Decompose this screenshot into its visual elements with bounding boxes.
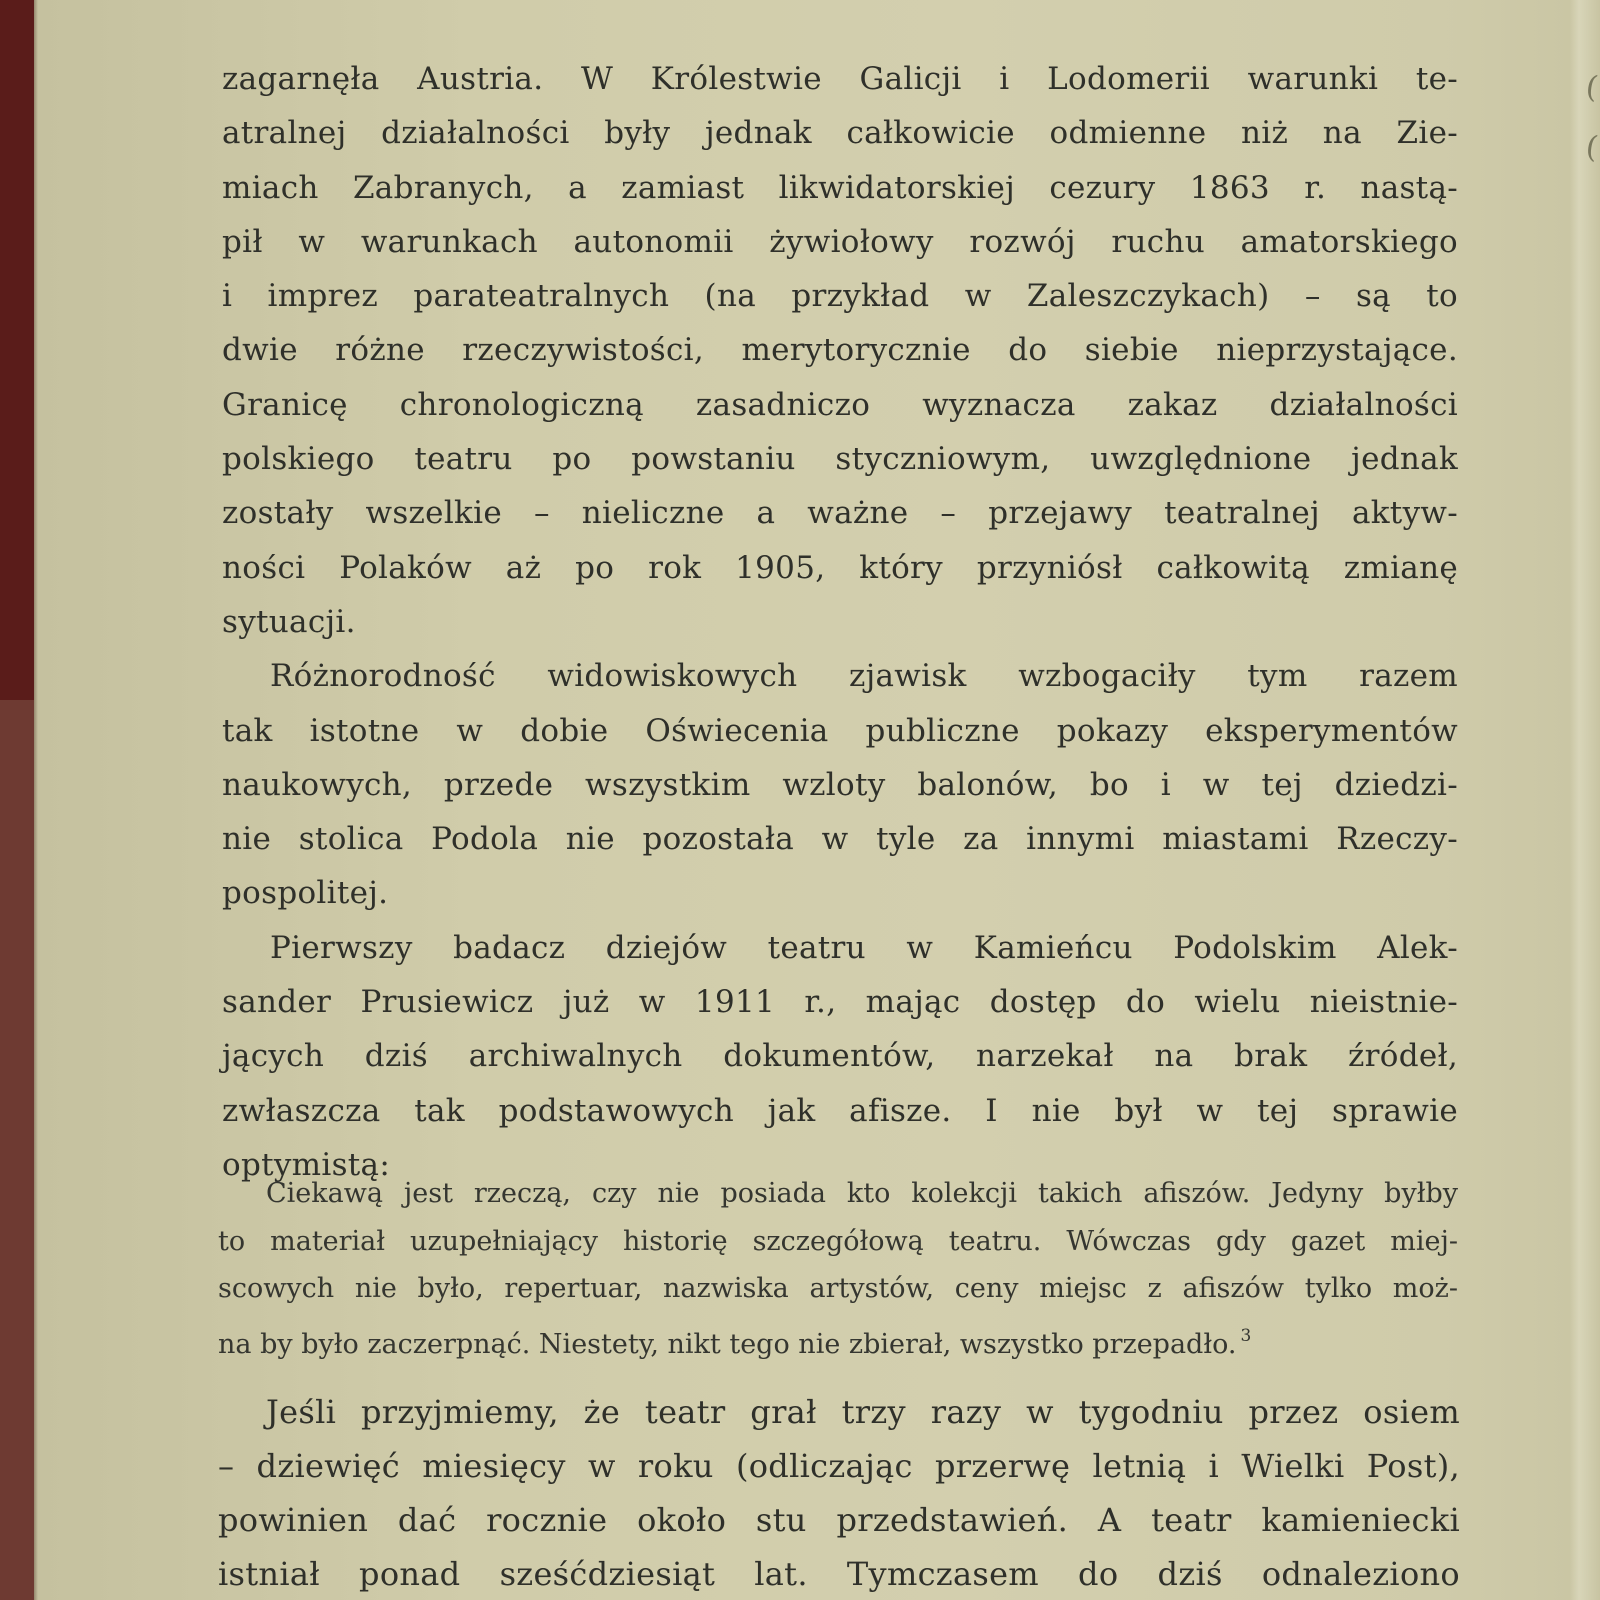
text-line: pospolitej. <box>222 875 389 912</box>
text-line: optymistą: <box>222 1146 391 1183</box>
footnote-reference[interactable]: 3 <box>1240 1325 1252 1346</box>
text-line: powinien dać rocznie około stu przedstawień. A teatr kamieniecki <box>218 1501 1460 1539</box>
text-line: dwie różne rzeczywistości, merytorycznie do siebie nieprzystające. <box>222 332 1458 369</box>
facing-page-edge <box>1570 0 1600 1600</box>
text-line: istniał ponad sześćdziesiąt lat. Tymczasem do dziś odnaleziono <box>218 1555 1460 1593</box>
text-line: zostały wszelkie – nieliczne a ważne – przejawy teatralnej aktyw- <box>222 495 1458 532</box>
quote-line: na by było zaczerpnąć. Niestety, nikt tego nie zbierał, wszystko przepadło. <box>218 1328 1237 1360</box>
text-line: zwłaszcza tak podstawowych jak afisze. I nie był w tej sprawie <box>222 1092 1458 1129</box>
quote-line: Ciekawą jest rzeczą, czy nie posiada kto kolekcji takich afiszów. Jedyny byłby <box>266 1178 1458 1209</box>
text-line: zagarnęła Austria. W Królestwie Galicji i Lodomerii warunki te- <box>222 61 1458 97</box>
text-line: Różnorodność widowiskowych zjawisk wzbogaciły tym razem <box>270 658 1458 695</box>
text-line: sytuacji. <box>222 603 356 640</box>
text-line: atralnej działalności były jednak całkowicie odmienne niż na Zie- <box>222 115 1458 152</box>
text-line: tak istotne w dobie Oświecenia publiczne pokazy eksperymentów <box>222 712 1458 749</box>
text-line: Pierwszy badacz dziejów teatru w Kamieńcu Podolskim Alek- <box>270 929 1458 966</box>
facing-page-glyph: ( <box>1583 129 1600 166</box>
text-line: nie stolica Podola nie pozostała w tyle za innymi miastami Rzeczy- <box>222 821 1458 858</box>
text-line: – dziewięć miesięcy w roku (odliczając przerwę letnią i Wielki Post), <box>218 1447 1460 1485</box>
book-binding-bottom <box>0 700 34 1600</box>
text-line: i imprez parateatralnych (na przykład w Zaleszczykach) – są to <box>222 278 1458 315</box>
quote-last-line <box>218 1313 1458 1369</box>
text-line: Granicę chronologiczną zasadniczo wyznacza zakaz działalności <box>222 386 1458 423</box>
text-line: jących dziś archiwalnych dokumentów, narzekał na brak źródeł, <box>222 1038 1458 1075</box>
text-line: Jeśli przyjmiemy, że teatr grał trzy razy w tygodniu przez osiem <box>266 1393 1460 1431</box>
text-line: sander Prusiewicz już w 1911 r., mając dostęp do wielu nieistnie- <box>222 984 1458 1021</box>
paragraph-4 <box>218 1385 1460 1600</box>
binding-shadow <box>34 0 38 1600</box>
quote-line: scowych nie było, repertuar, nazwiska artystów, ceny miejsc z afiszów tylko moż- <box>218 1273 1458 1304</box>
book-binding-top <box>0 0 34 700</box>
text-line: miach Zabranych, a zamiast likwidatorskiej cezury 1863 r. nastą- <box>222 169 1458 206</box>
text-line: polskiego teatru po powstaniu styczniowym, uwzględnione jednak <box>222 441 1458 478</box>
block-quote <box>218 1170 1458 1368</box>
text-line: ności Polaków aż po rok 1905, który przyniósł całkowitą zmianę <box>222 549 1458 586</box>
paragraph-1 <box>222 52 1458 1192</box>
text-line: naukowych, przede wszystkim wzloty balonów, bo i w tej dziedzi- <box>222 766 1458 803</box>
facing-page-glyph: ( <box>1583 69 1600 106</box>
quote-line: to materiał uzupełniający historię szczegółową teatru. Wówczas gdy gazet miej- <box>218 1225 1458 1257</box>
text-line: pił w warunkach autonomii żywiołowy rozwój ruchu amatorskiego <box>222 223 1458 260</box>
